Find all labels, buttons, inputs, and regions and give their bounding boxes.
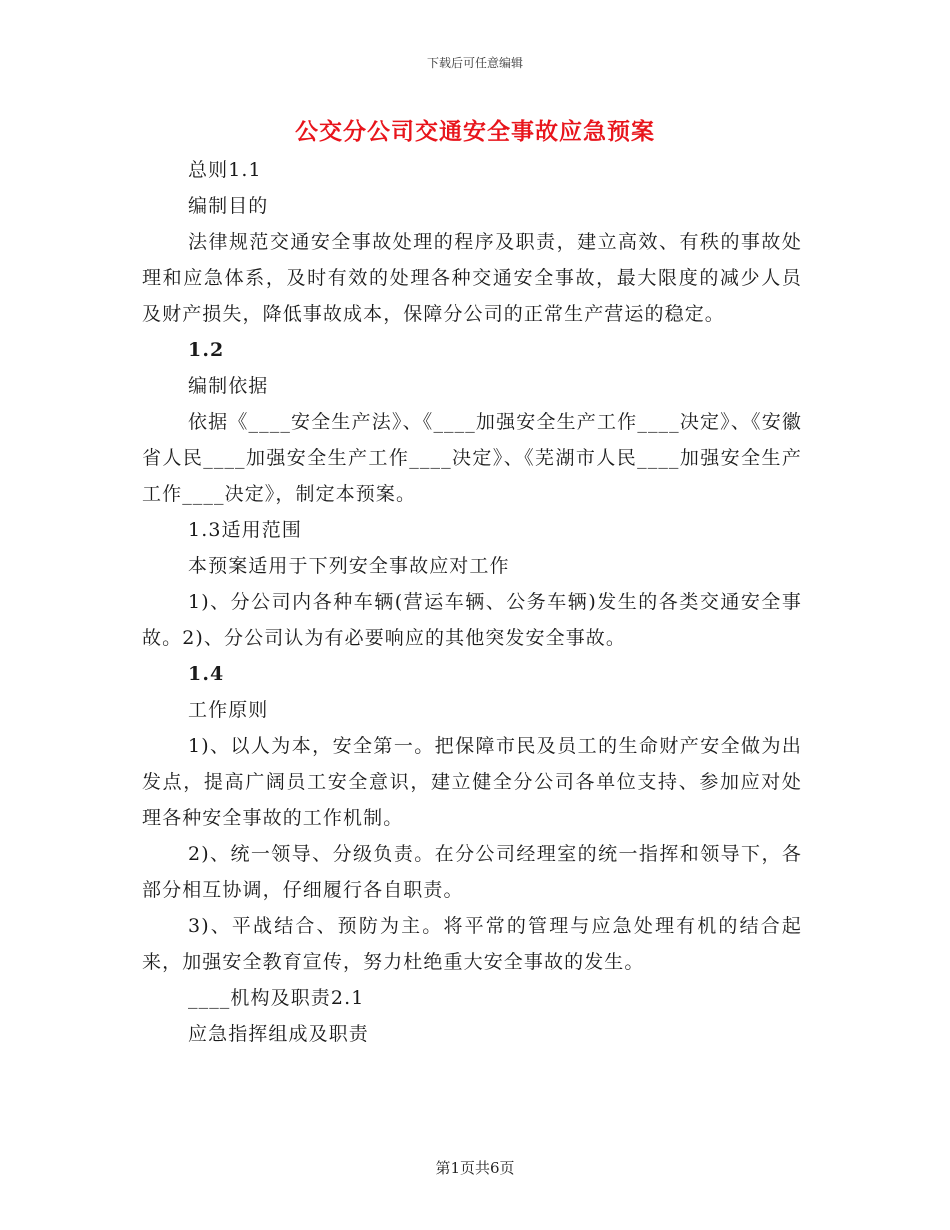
paragraph-purpose: 法律规范交通安全事故处理的程序及职责，建立高效、有秩的事故处理和应急体系，及时有效的处理各种交通安全事故，最大限度的减少人员及财产损失，降低事故成本，保障分公司的正常生产营运的稳定。 <box>142 231 802 325</box>
paragraph-principle-1: 1)、以人为本，安全第一。把保障市民及员工的生命财产安全做为出发点，提高广阔员工安全意识，建立健全分公司各单位支持、参加应对处理各种安全事故的工作机制。 <box>142 735 802 829</box>
paragraph-principle-3: 3)、平战结合、预防为主。将平常的管理与应急处理有机的结合起来，加强安全教育宣传，努力杜绝重大安全事故的发生。 <box>142 915 802 973</box>
section-number-1-4: 1.4 <box>188 663 225 685</box>
paragraph-scope-intro: 本预案适用于下列安全事故应对工作 <box>188 555 510 577</box>
subheading-command: 应急指挥组成及职责 <box>188 1023 369 1045</box>
document-body <box>142 152 802 1052</box>
subheading-principles: 工作原则 <box>188 699 269 721</box>
paragraph-principle-2: 2)、统一领导、分级负责。在分公司经理室的统一指挥和领导下，各部分相互协调，仔细履行各自职责。 <box>142 843 802 901</box>
section-number-1-2: 1.2 <box>188 339 225 361</box>
document-title: 公交分公司交通安全事故应急预案 <box>295 118 655 145</box>
section-heading-2-1: ____机构及职责2.1 <box>188 987 365 1009</box>
paragraph-basis: 依据《____安全生产法》、《____加强安全生产工作____决定》、《安徽省人民____加强安全生产工作____决定》、《芜湖市人民____加强安全生产工作____决定》，制定本预案。 <box>142 411 802 505</box>
subheading-purpose: 编制目的 <box>188 195 269 217</box>
page-footer: 第1页共6页 <box>435 1159 515 1177</box>
section-heading-1-3: 1.3适用范围 <box>188 519 302 541</box>
page-header-note: 下载后可任意编辑 <box>426 56 523 70</box>
subheading-basis: 编制依据 <box>188 375 269 397</box>
paragraph-scope-items: 1)、分公司内各种车辆(营运车辆、公务车辆)发生的各类交通安全事故。2)、分公司认为有必要响应的其他突发安全事故。 <box>142 591 802 649</box>
section-heading-1-1: 总则1.1 <box>188 159 262 181</box>
